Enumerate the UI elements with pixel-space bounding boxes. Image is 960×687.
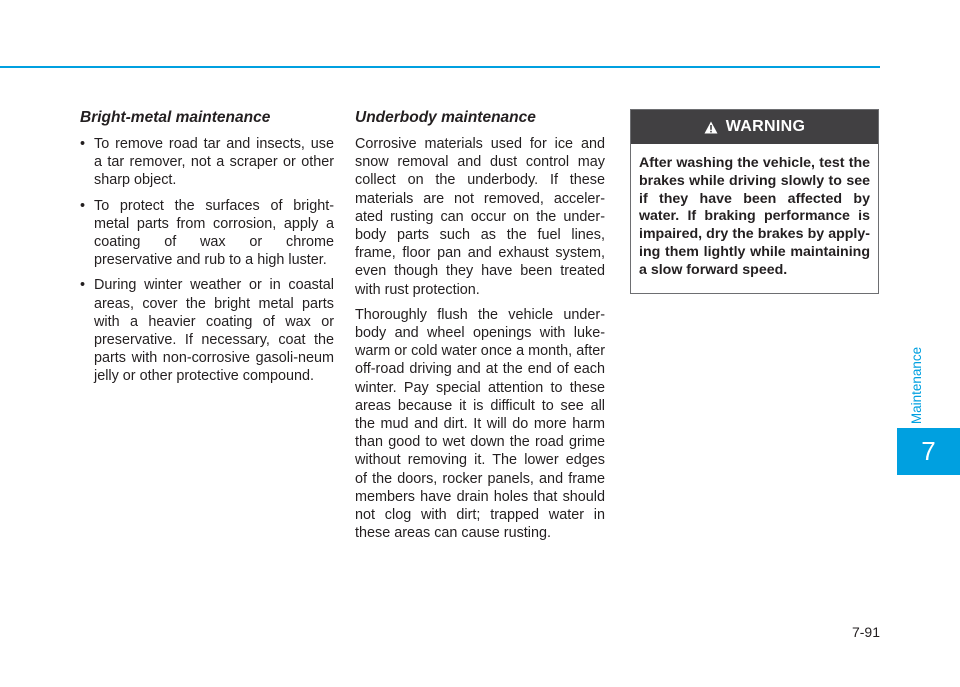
warning-title: WARNING xyxy=(725,118,806,135)
bullet-icon: • xyxy=(80,277,86,294)
chapter-number: 7 xyxy=(921,436,936,466)
warning-header xyxy=(631,110,878,144)
bullet-icon: • xyxy=(80,136,86,152)
header-rule xyxy=(0,66,880,68)
list-item: • During winter weather or in coastal areas, cover the bright metal parts with a heavier coating of wax or preservative. If necessary, coat the parts with non-corrosive gasoli-neum jelly or other protective compound. xyxy=(80,277,334,385)
chapter-tab xyxy=(897,428,960,475)
warning-text: After washing the vehicle, test the brakes while driving slowly to see if they have been affected by water. If braking performance is impaired, dry the brakes by apply-ing them lightly while maintaining a slow forward speed. xyxy=(639,155,870,278)
bright-metal-list xyxy=(80,135,334,386)
underbody-paragraph-1: Corrosive materials used for ice and snow removal and dust control may collect on the underbody. If these materials are not removed, acceler-ated rusting can occur on the under-body parts such as the fuel lines, frame, floor pan and exhaust system, even though they have been treated with rust protection. xyxy=(355,136,605,298)
page-number: 7-91 xyxy=(851,624,880,640)
list-item: • To protect the surfaces of bright-metal parts from corrosion, apply a coating of wax or chrome preservative and rub to a high luster. xyxy=(80,197,334,269)
bright-metal-section xyxy=(80,108,334,393)
underbody-paragraph-2: Thoroughly flush the vehicle under-body and wheel openings with luke-warm or cold water once a month, after off-road driving and at the end of each winter. Pay special attention to these areas because it is difficult to see all the mud and dirt. It will do more harm than good to wet down the road grime without removing it. The lower edges of the doors, rocker panels, and frame members have drain holes that should not clog with dirt; trapped water in these areas can cause rusting. xyxy=(355,306,605,542)
underbody-heading: Underbody maintenance xyxy=(355,109,536,126)
section-label-text: Maintenance xyxy=(909,346,925,424)
list-item: • To remove road tar and insects, use a tar remover, not a scraper or other sharp object. xyxy=(80,136,334,189)
warning-box xyxy=(630,109,879,294)
underbody-section xyxy=(355,108,605,549)
bright-metal-heading: Bright-metal maintenance xyxy=(80,109,271,126)
warning-triangle-icon xyxy=(704,121,718,134)
section-label xyxy=(908,340,926,430)
bullet-icon: • xyxy=(80,197,86,214)
